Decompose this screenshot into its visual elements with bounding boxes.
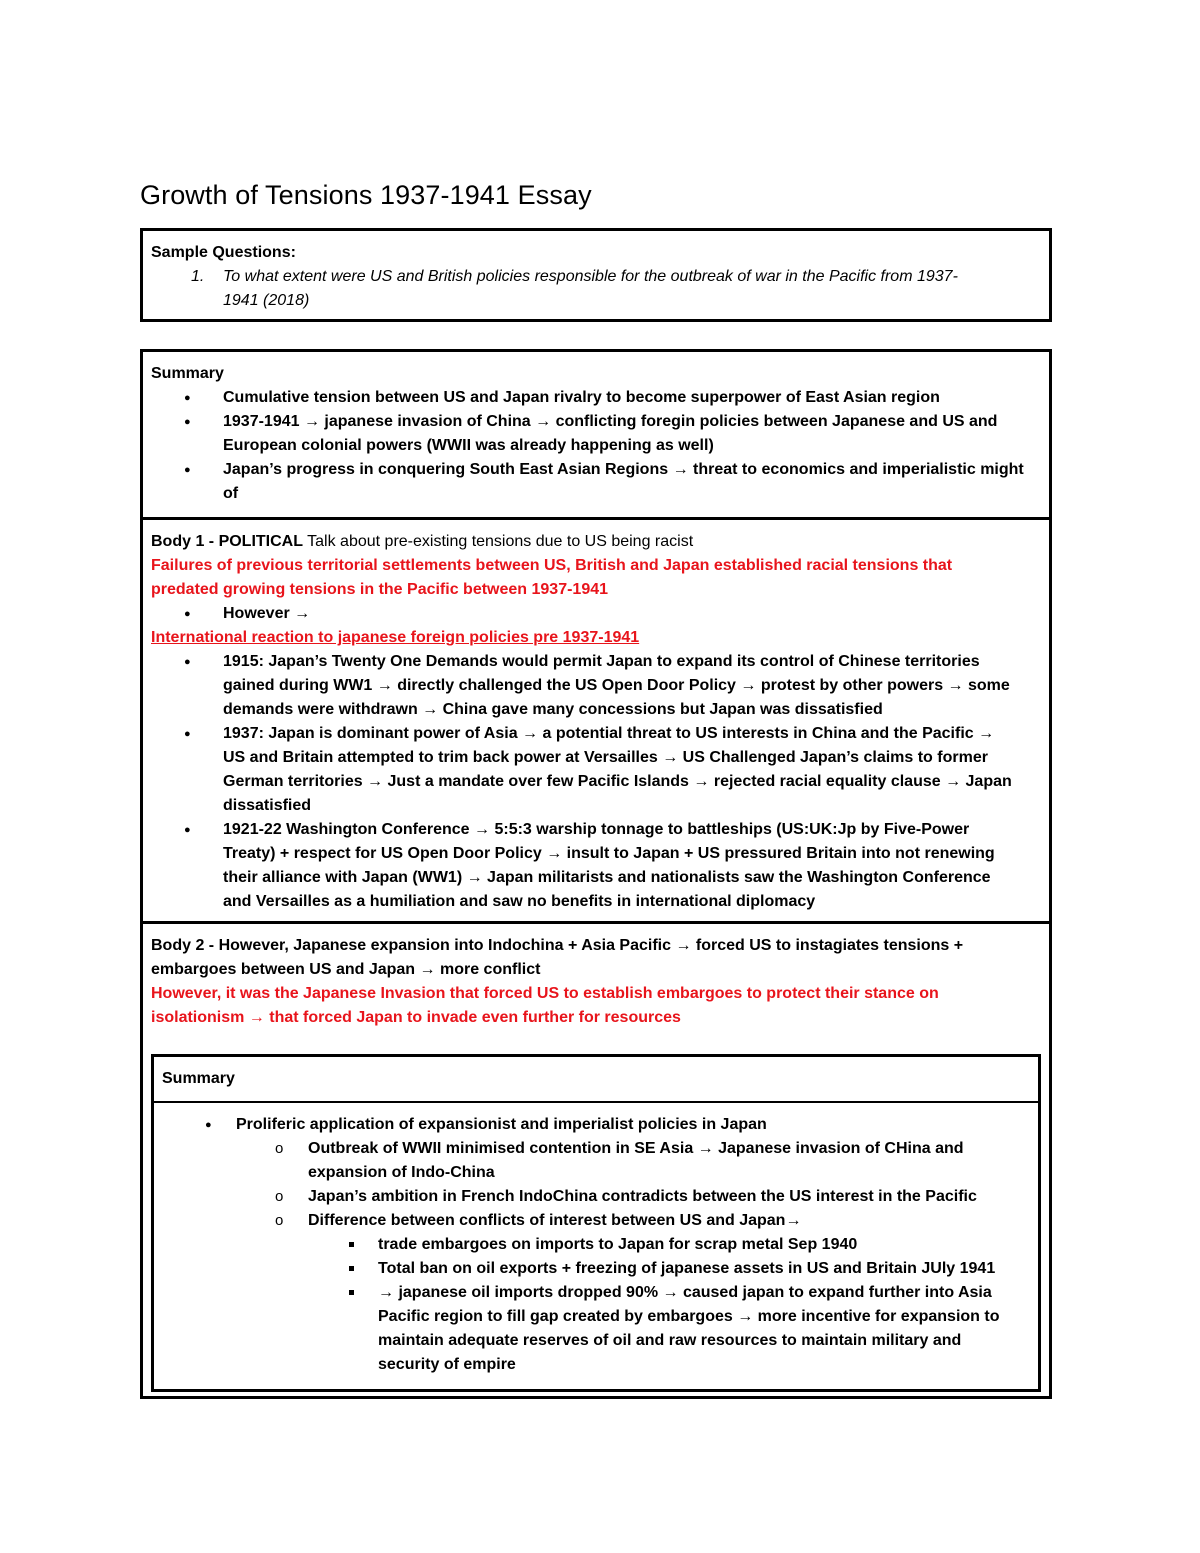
body2-thesis-line: isolationism → that forced Japan to invade even further for resources [151,1009,681,1026]
question-line-2: 1941 (2018) [223,292,310,309]
sample-heading: Sample Questions: [151,244,296,261]
square-bullet-continuation: maintain adequate reserves of oil and raw resources to maintain military and [378,1332,962,1349]
body2-heading: Body 2 - However, Japanese expansion into Indochina + Asia Pacific → forced US to instagiates tensions + [151,937,964,954]
body1-thesis-line: predated growing tensions in the Pacific between 1937-1941 [151,581,609,598]
question-line-1: To what extent were US and British policies responsible for the outbreak of war in the Pacific from 1937- [223,268,958,285]
bullet-item: ● 1937-1941 → japanese invasion of China → conflicting foregin policies between Japanese and US and [151,410,1041,434]
inner-summary-heading: Summary [162,1070,235,1087]
square-bullet-item: → japanese oil imports dropped 90% → caused japan to expand further into Asia [162,1281,1030,1305]
question-number: 1. [191,268,205,285]
body1-subheading: International reaction to japanese foreign policies pre 1937-1941 [151,629,640,646]
essay-plan-table [140,349,1052,1399]
square-bullet-continuation: security of empire [378,1356,516,1373]
bullet-continuation: Treaty) + respect for US Open Door Policy → insult to Japan + US pressured Britain into not renewing [223,845,995,862]
sub-bullet-item: o Japan’s ambition in French IndoChina contradicts between the US interest in the Pacific [162,1185,1030,1209]
bullet-continuation: US and Britain attempted to trim back power at Versailles → US Challenged Japan’s claims to former [223,749,988,766]
inner-summary-body [154,1103,1038,1389]
bullet-continuation: their alliance with Japan (WW1) → Japan militarists and nationalists saw the Washington Conference [223,869,991,886]
bullet-continuation: gained during WW1 → directly challenged the US Open Door Policy → protest by other powers → some [223,677,1010,694]
bullet-item: ● 1937: Japan is dominant power of Asia → a potential threat to US interests in China and the Pacific → [151,722,1041,746]
bullet-item: ● Japan’s progress in conquering South East Asian Regions → threat to economics and imperialistic might [151,458,1041,482]
sample-questions-box [140,228,1052,322]
sub-bullet-item: o Outbreak of WWII minimised contention in SE Asia → Japanese invasion of CHina and [162,1137,1030,1161]
bullet-item: ● 1921-22 Washington Conference → 5:5:3 warship tonnage to battleships (US:UK:Jp by Five-Power [151,818,1041,842]
page-title: Growth of Tensions 1937-1941 Essay [140,180,592,210]
sub-bullet-continuation: expansion of Indo-China [308,1164,495,1181]
bullet-item: ● 1915: Japan’s Twenty One Demands would permit Japan to expand its control of Chinese territories [151,650,1041,674]
body1-heading-bold: Body 1 - POLITICAL [151,533,303,550]
body2-section [143,924,1049,1373]
bullet-continuation: German territories → Just a mandate over few Pacific Islands → rejected racial equality clause → Japan [223,773,1012,790]
summary-heading: Summary [151,365,224,382]
bullet-item: ● However → [151,602,1041,626]
bullet-continuation: demands were withdrawn → China gave many concessions but Japan was dissatisfied [223,701,883,718]
body1-heading-rest: Talk about pre-existing tensions due to US being racist [303,533,694,550]
bullet-continuation: European colonial powers (WWII was already happening as well) [223,437,714,454]
body2-summary-table [151,1054,1041,1392]
body1-section [143,520,1049,924]
body1-heading [151,530,1041,554]
body2-heading: embargoes between US and Japan → more conflict [151,961,541,978]
bullet-item: ● Proliferic application of expansionist and imperialist policies in Japan [162,1113,1030,1137]
body2-thesis-line: However, it was the Japanese Invasion that forced US to establish embargoes to protect their stance on [151,985,939,1002]
summary-section [143,352,1049,520]
bullet-continuation: dissatisfied [223,797,312,814]
bullet-continuation: and Versailles as a humiliation and saw no benefits in international diplomacy [223,893,816,910]
sub-bullet-item: o Difference between conflicts of interest between US and Japan→ [162,1209,1030,1233]
sample-question [151,265,1041,289]
square-bullet-item: Total ban on oil exports + freezing of japanese assets in US and Britain JUly 1941 [162,1257,1030,1281]
body1-thesis-line: Failures of previous territorial settlements between US, British and Japan established racial tensions that [151,557,953,574]
inner-summary-header [154,1057,1038,1103]
bullet-item: ● Cumulative tension between US and Japan rivalry to become superpower of East Asian region [151,386,1041,410]
bullet-continuation: of [223,485,239,502]
square-bullet-continuation: Pacific region to fill gap created by embargoes → more incentive for expansion to [378,1308,1000,1325]
square-bullet-item: trade embargoes on imports to Japan for scrap metal Sep 1940 [162,1233,1030,1257]
